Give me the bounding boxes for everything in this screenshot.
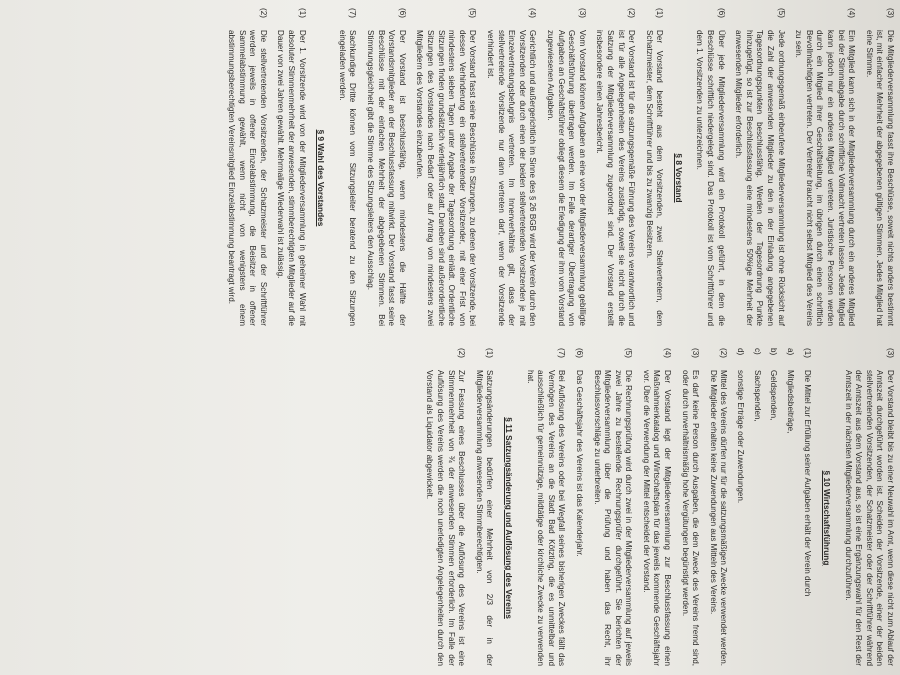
paragraph-item xyxy=(275,8,307,326)
list-letter-item xyxy=(784,348,795,666)
section-heading: § 9 Wahl des Vorstandes xyxy=(316,129,327,227)
paragraph-item xyxy=(484,8,537,326)
paragraph-text: Die Mitgliederversammlung fasst ihre Beschlüsse, soweit nichts anders bestimmt ist, mit einfacher Mehrheit der abgegebenen gültigen Stimmen. Jedes Mitglied hat eine Stimme. xyxy=(864,30,895,326)
paragraph-item xyxy=(524,348,566,666)
paragraph-item xyxy=(733,8,786,326)
paragraph-text: Die Rechnungsprüfung wird durch zwei in der Mitgliederversammlung auf jeweils zwei Jahre zu bestellende Rechnungsprüfer durchgeführt. Sie berichten der Mitgliederversammlung über die Prüfung und haben das Recht, ihr Beschlussvorschläge zu unterbreiten. xyxy=(592,370,634,666)
paragraph-text: Gerichtlich und außergerichtlich im Sinne des § 26 BGB wird der Verein durch den Vorsitzenden oder durch einen der beiden stellvertretenden Vorsitzenden je mit Einzelvertretungsbefugnis vertreten. Im Innenverhältnis gilt, dass der stellvertretende Vorsitzende nur dann vertreten darf, wenn der Vorsitzende verhindert ist. xyxy=(486,30,538,326)
paragraph-number: (5) xyxy=(776,8,786,18)
paragraph-item xyxy=(863,8,895,326)
paragraph-number: d) xyxy=(736,348,746,356)
paragraph-text: Es darf keine Person durch Ausgaben, die dem Zweck des Vereins fremd sind, oder durch unverhältnismäßig hohe Vergütungen begünstigt werden. xyxy=(680,370,701,666)
paragraph-number: (7) xyxy=(348,8,358,18)
paragraph-text: Der Vorstand legt der Mitgliederversammlung zur Beschlussfassung einen Maßnahmenkatalog und Wirtschaftsplan für das jeweils kommende Geschäftsjahr vor. Über die Verwendung der Mittel entscheidet der Vorstand. xyxy=(641,370,673,666)
section-heading: § 10 Wirtschaftsführung xyxy=(822,470,833,566)
paragraph-text: Die Mittel zur Erfüllung seiner Aufgaben erhält der Verein durch xyxy=(803,370,813,597)
paragraph-text: Mitgliedsbeiträge, xyxy=(785,370,795,434)
paragraph-number: (2) xyxy=(258,8,268,18)
paragraph-text: Jede ordnungsgemäß einberufene Mitgliederversammlung ist ohne Rücksicht auf die Zahl der anwesenden Mitglieder zu den in der Einladung angegebenen Tagesordnungspunkten beschlussfähig. Werden der Tagesordnung Punkte hinzugefügt, so ist zur Beschlussfassung eine mindestens 50%ige Mehrheit der anwesenden Mitglieder erforderlich. xyxy=(734,30,786,326)
paragraph-number: (5) xyxy=(468,8,478,18)
paragraph-item xyxy=(473,348,494,666)
paragraph-text: Geldspenden, xyxy=(769,370,779,421)
paragraph-number: b) xyxy=(769,348,779,356)
right-column xyxy=(5,348,895,666)
paragraph-number: (5) xyxy=(624,348,634,358)
paragraph-item xyxy=(414,8,478,326)
list-letter-item xyxy=(768,348,779,666)
left-column xyxy=(5,8,895,326)
paragraph-number: (4) xyxy=(528,8,538,18)
rotated-page xyxy=(5,8,895,669)
paragraph-number: (7) xyxy=(557,348,567,358)
paragraph-text: Über jede Mitgliederversammlung wird ein Protokoll geführt, in dem die Beschlüsse schriftlich niedergelegt sind. Das Protokoll ist vom Schriftführer und dem 1. Vorsitzenden zu unterzeichnen. xyxy=(695,30,726,326)
paragraph-item xyxy=(226,8,268,326)
paragraph-text: Vom Vorstand können Aufgaben an eine von der Mitgliederversammlung gebilligte Geschäftsführung übertragen werden. Im Falle derartiger Übertragung von Aufgaben an Geschäftsführer obliegt diesem die Erledigung der ihm vom Vorstand zugewiesenen Aufgaben. xyxy=(545,30,587,326)
paragraph-number: (3) xyxy=(577,8,587,18)
paragraph-item xyxy=(707,348,728,666)
list-letter-item xyxy=(734,348,745,666)
paragraph-text: Bei Auflösung des Vereins oder bei Wegfall seines bisherigen Zweckes fällt das Vermögen des Vereins an die Stadt Bad Kötzting, die es unmittelbar und ausschließlich für gemeinnützige, mildtätige oder kirchliche Zwecke zu verwenden hat. xyxy=(525,370,567,666)
paragraph-text: Sachspenden, xyxy=(752,370,762,422)
paragraph-item xyxy=(594,8,636,326)
paragraph-number: a) xyxy=(785,348,795,356)
paragraph-number: (2) xyxy=(719,348,729,358)
paragraph-number: (2) xyxy=(457,348,467,358)
paragraph-item xyxy=(424,348,466,666)
section-heading: § 8 Vorstand xyxy=(673,153,684,203)
paragraph-number: c) xyxy=(752,348,762,355)
paragraph-text: Der 1. Vorsitzende wird von der Mitgliederversammlung in geheimer Wahl mit absoluter Stimmenmehrheit der anwesenden, stimmberechtigten Mitglieder auf die Dauer von zwei Jahren gewählt. Mehrmalige Wiederwahl ist zulässig. xyxy=(276,30,307,326)
paragraph-number: (1) xyxy=(485,348,495,358)
paragraph-text: Der Vorstand ist beschlussfähig, wenn mindestens die Hälfte der Vorstandsmitglieder an der Beschlussfassung mitwirkt. Der Vorstand fasst seine Beschlüsse mit der einfachen Mehrheit der abgegebenen Stimmen. Bei Stimmungsgleichheit gibt die Stimme des Sitzungsleiters den Ausschlag. xyxy=(366,30,407,326)
paragraph-item xyxy=(802,348,813,666)
paragraph-number: (3) xyxy=(691,348,701,358)
paragraph-item xyxy=(573,348,584,666)
paragraph-text: Satzungsänderungen bedürfen einer Mehrheit von 2/3 der in der Mitgliederversammlung anwesenden Stimmberechtigten. xyxy=(474,370,495,666)
paragraph-text: Der Vorstand besteht aus dem Vorsitzenden, zwei Stellvertretern, dem Schatzmeister, dem Schriftführer und bis zu zwanzig Beisitzern. xyxy=(644,30,665,326)
paragraph-text: Sachkundige Dritte können vom Sitzungsleiter beratend zu den Sitzungen eingeladen werden. xyxy=(337,30,358,326)
list-letter-item xyxy=(751,348,762,666)
paragraph-number: (6) xyxy=(574,348,584,358)
paragraph-text: sonstige Erträge oder Zuwendungen. xyxy=(736,370,746,504)
paragraph-item xyxy=(679,348,700,666)
paragraph-number: (3) xyxy=(886,8,895,18)
paragraph-text: Ein Mitglied kann sich in der Mitgliederversammlung durch ein anderes Mitglied bei der Stimmabgabe durch schriftliche Vollmacht vertreten lassen. Jedes Mitglied kann jedoch nur ein anderes Mitglied vertreten. Juristische Personen werden durch ein Mitglied ihrer Geschäftsleitung, im übrigen durch einen schriftlich Bevollmächtigten vertreten. Der Vertreter braucht nicht selbst Mitglied des Vereins zu sein. xyxy=(794,30,857,326)
paragraph-text: Die stellvertretenden Vorsitzenden, der Schatzmeister und der Schriftführer werden jeweils in offener Einzelabstimmung, die Beisitzer in offener Sammelabstimmung gewählt, wenn nicht von wenigstens einem abstimmungsberechtigten Vereinsmitglied Einzelabstimmung beantragt wird. xyxy=(227,30,268,326)
paragraph-item xyxy=(591,348,633,666)
paragraph-number: (1) xyxy=(655,8,665,18)
paragraph-number: (6) xyxy=(716,8,726,18)
paragraph-item xyxy=(544,8,586,326)
paragraph-text: Der Vorstand fasst seine Beschlüsse in Sitzungen, zu denen der Vorsitzende, bei dessen Verhinderung ein stellvertretender Vorsitzender, mit einer Frist von mindestens sieben Tagen unter Angabe der Tagesordnung einlädt. Ordentliche Sitzungen finden grundsätzlich vierteljährlich statt. Daneben sind außerordentliche Sitzungen des Vorstandes nach Bedarf oder auf Antrag von mindestens zwei Mitgliedern des Vorstandes einzuberufen. xyxy=(415,30,478,326)
paragraph-item xyxy=(640,348,672,666)
paragraph-item xyxy=(643,8,664,326)
paragraph-text: Zur Fassung eines Beschlusses über die Auflösung des Vereins ist eine Stimmenmehrheit von ¾ der anwesenden Stimmen erforderlich. Im Falle der Auflösung des Vereins werden die noch unerledigten Angelegenheiten durch den Vorstand als Liquidator abgewickelt. xyxy=(425,370,467,666)
paragraph-number: (1) xyxy=(297,8,307,18)
paragraph-number: (1) xyxy=(803,348,813,358)
paragraph-item xyxy=(842,348,895,666)
paragraph-text: Das Geschäftsjahr des Vereins ist das Kalenderjahr. xyxy=(574,370,584,557)
paragraph-item xyxy=(793,8,857,326)
paragraph-text: Der Vorstand ist für die satzungsgemäße Führung des Vereins verantwortlich und ist für alle Angelegenheiten des Vereins zuständig, soweit sie nicht durch die Satzung der Mitgliederversammlung zugeordnet sind. Der Vorstand erstellt insbesondere einen Jahresbericht. xyxy=(595,30,637,326)
paragraph-number: (2) xyxy=(627,8,637,18)
paragraph-number: (4) xyxy=(847,8,857,18)
paragraph-number: (4) xyxy=(663,348,673,358)
paragraph-item xyxy=(364,8,406,326)
section-heading: § 11 Satzungsänderung und Auflösung des Vereins xyxy=(503,417,514,619)
paragraph-item xyxy=(694,8,726,326)
paragraph-number: (6) xyxy=(397,8,407,18)
paragraph-text: Der Vorstand bleibt bis zu einer Neuwahl im Amt, wenn diese nicht zum Ablauf der Amtszeit durchgeführt worden ist. Scheiden der Vorsitzende, einer der beiden stellvertretenden Vorsitzenden, der Schatzmeister oder der Schriftführer während der Amtszeit aus dem Vorstand aus, so ist eine Ergänzungswahl für den Rest der Amtszeit in der nächsten Mitgliederversammlung durchzuführen. xyxy=(843,370,895,666)
paragraph-item xyxy=(336,8,357,326)
paragraph-text: Mittel des Vereins dürfen nur für die satzungsmäßigen Zwecke verwendet werden. Die Mitglieder erhalten keine Zuwendungen aus Mitteln des Vereins. xyxy=(708,370,729,666)
paragraph-number: (3) xyxy=(886,348,895,358)
